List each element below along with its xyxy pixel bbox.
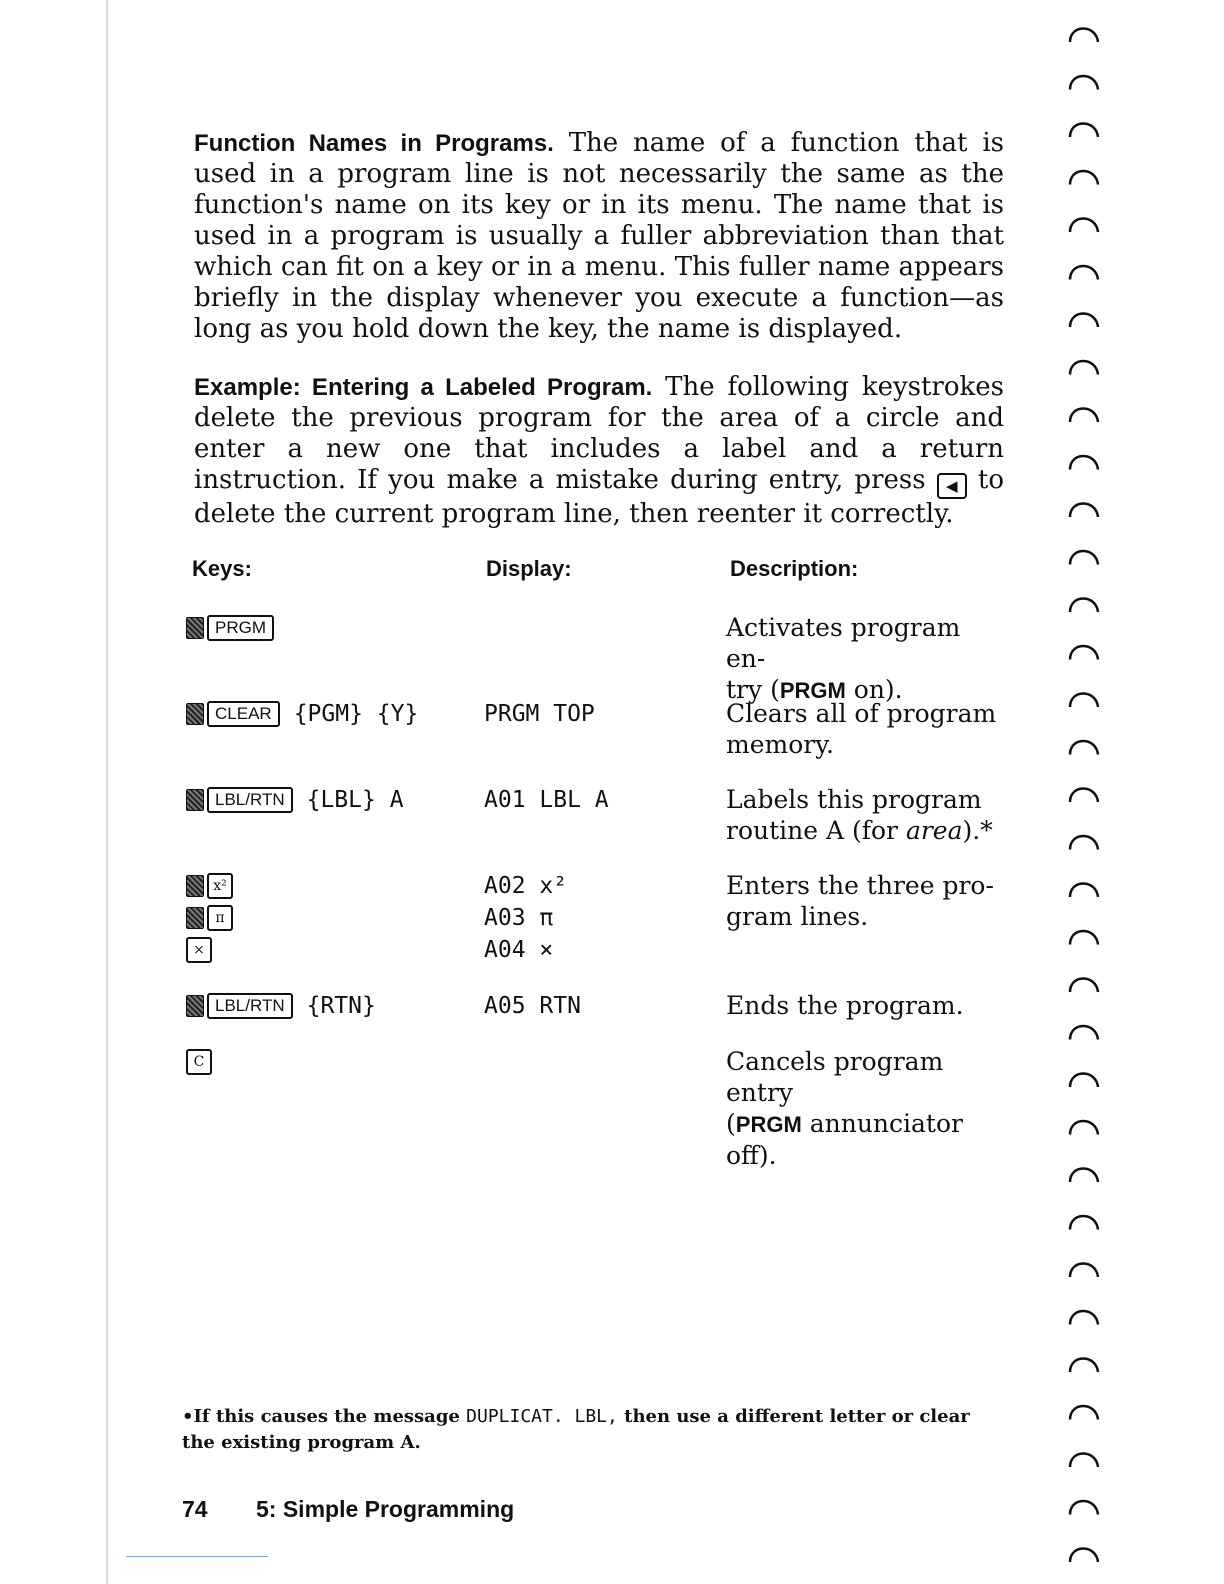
row-description: [726, 698, 998, 760]
menu-keys: {PGM} {Y}: [293, 701, 419, 727]
row-display: A05 RTN: [484, 993, 581, 1019]
description-line: Clears all of program: [726, 699, 997, 728]
margin-line: [106, 0, 108, 1584]
row-description: [726, 784, 998, 846]
x-squared-key: x²: [207, 873, 233, 899]
shift-key-icon: [186, 789, 204, 811]
binder-ring: [1070, 504, 1098, 518]
column-header-description: Description:: [730, 556, 859, 581]
row-description: [726, 870, 998, 932]
multiply-key: ×: [186, 937, 212, 963]
binder-ring: [1070, 646, 1098, 660]
paragraph-function-names: [194, 128, 1004, 345]
binder-ring: [1070, 266, 1098, 280]
run-in-heading: Example: Entering a Labeled Program.: [194, 374, 653, 401]
description-line: off).: [726, 1141, 777, 1170]
binder-rings: [1062, 0, 1112, 1584]
clear-key: CLEAR: [207, 701, 280, 727]
binder-ring: [1070, 1359, 1098, 1373]
description-line: gram lines.: [726, 902, 869, 931]
binder-ring: [1070, 551, 1098, 565]
binder-ring: [1070, 1454, 1098, 1468]
paragraph-text: to delete the current program line, then reenter it correctly.: [194, 465, 1004, 529]
binder-ring: [1070, 76, 1098, 90]
description-line: routine A (for area).*: [726, 816, 993, 845]
pi-key: π: [207, 905, 233, 931]
binder-ring: [1070, 1549, 1098, 1563]
binder-ring: [1070, 29, 1098, 43]
description-line: Ends the program.: [726, 991, 964, 1020]
binder-ring: [1070, 314, 1098, 328]
shift-key-icon: [186, 995, 204, 1017]
binder-ring: [1070, 599, 1098, 613]
description-line: (PRGM annunciator: [726, 1109, 963, 1138]
shift-key-icon: [186, 875, 204, 897]
binder-ring: [1070, 694, 1098, 708]
menu-keys: {LBL} A: [306, 787, 404, 813]
shift-key-icon: [186, 617, 204, 639]
binder-ring: [1070, 1026, 1098, 1040]
prgm-key: PRGM: [207, 615, 274, 641]
binder-ring: [1070, 1216, 1098, 1230]
binder-ring: [1070, 171, 1098, 185]
description-line: Enters the three pro-: [726, 871, 994, 900]
paragraph-text: The following keystrokes delete the previous program for the area of a circle and enter a new one that includes a label and a return instruction. If you make a mistake during entry, press: [194, 372, 1005, 495]
binder-ring: [1070, 1074, 1098, 1088]
shift-key-icon: [186, 907, 204, 929]
description-line: Cancels program entry: [726, 1047, 944, 1107]
binder-ring: [1070, 1311, 1098, 1325]
prgm-annunciator-text: PRGM: [735, 1112, 802, 1137]
binder-ring: [1070, 1169, 1098, 1183]
bottom-rule: [126, 1556, 268, 1557]
row-display: PRGM TOP: [484, 701, 595, 727]
chapter-title: 5: Simple Programming: [256, 1496, 515, 1522]
prgm-annunciator-text: PRGM: [779, 678, 846, 703]
binder-ring: [1070, 1121, 1098, 1135]
run-in-heading: Function Names in Programs.: [194, 130, 554, 157]
description-line: Labels this program: [726, 785, 982, 814]
binder-ring: [1070, 1501, 1098, 1515]
column-header-display: Display:: [486, 556, 572, 581]
binder-ring: [1070, 836, 1098, 850]
description-line: try (PRGM on).: [726, 675, 903, 704]
binder-ring: [1070, 409, 1098, 423]
row-description: [726, 1046, 998, 1171]
binder-ring: [1070, 931, 1098, 945]
row-description: [726, 990, 998, 1021]
binder-ring: [1070, 124, 1098, 138]
binder-ring: [1070, 884, 1098, 898]
binder-ring: [1070, 456, 1098, 470]
footnote-text: then use a different letter or clear the existing program A.: [182, 1406, 970, 1453]
footnote-mark: •: [182, 1406, 194, 1427]
binder-ring: [1070, 361, 1098, 375]
binder-ring: [1070, 219, 1098, 233]
paragraph-example: [194, 372, 1004, 530]
binder-ring: [1070, 1264, 1098, 1278]
c-key: C: [186, 1049, 212, 1075]
row-display: A01 LBL A: [484, 787, 609, 813]
page-number: 74: [182, 1496, 208, 1522]
binder-ring: [1070, 789, 1098, 803]
column-header-keys: Keys:: [192, 556, 252, 581]
backspace-key-icon: ◀: [937, 473, 967, 499]
row-description: [726, 612, 998, 706]
lbl-rtn-key: LBL/RTN: [207, 993, 293, 1019]
description-line: Activates program en-: [726, 613, 961, 673]
description-line: memory.: [726, 730, 834, 759]
shift-key-icon: [186, 703, 204, 725]
row-display: A02 x² A03 π A04 ×: [484, 873, 568, 963]
paragraph-text: The name of a function that is used in a program line is not necessarily the same as the function's name on its key or in its menu. The name that is used in a program is usually a fuller abbreviation than that which can fit on a key or in a menu. This fuller name appears briefly in the display whenever you execute a function—as long as you hold down the key, the name is displayed.: [194, 128, 1004, 344]
binder-ring: [1070, 741, 1098, 755]
lbl-rtn-key: LBL/RTN: [207, 787, 293, 813]
binder-ring: [1070, 1406, 1098, 1420]
footnote-text: If this causes the message: [193, 1406, 467, 1427]
footnote: [182, 1404, 1002, 1456]
menu-keys: {RTN}: [306, 993, 376, 1019]
binder-ring: [1070, 979, 1098, 993]
footnote-message: DUPLICAT. LBL,: [466, 1406, 618, 1427]
